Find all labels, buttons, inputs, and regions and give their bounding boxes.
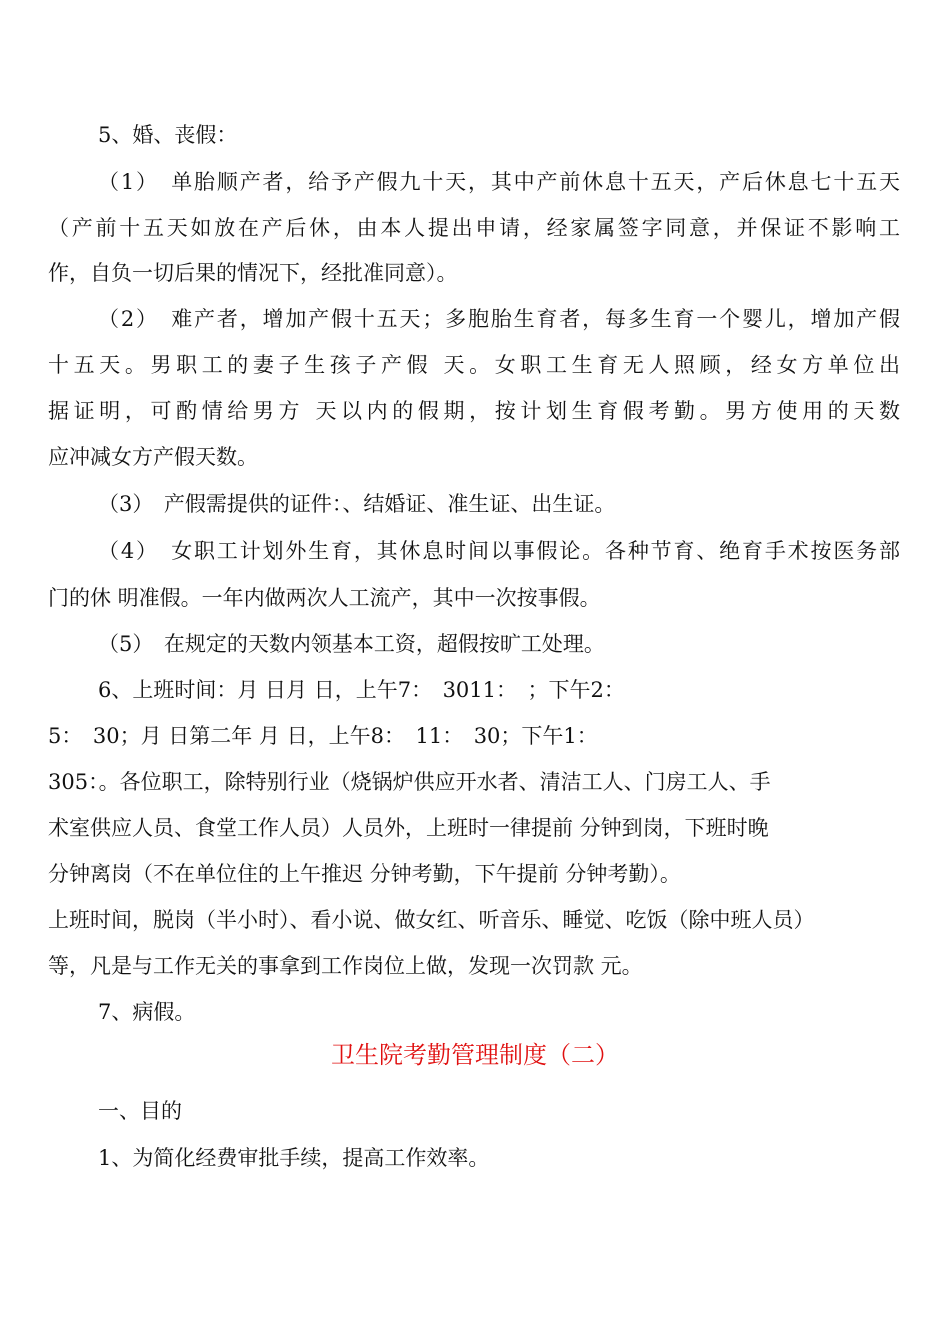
item2-line2: 十五天。男职工的妻子生孩子产假 天。女职工生育无人照顾，经女方单位出 [48, 353, 900, 377]
item2-line3: 据证明，可酌情给男方 天以内的假期，按计划生育假考勤。男方使用的天数 [48, 399, 900, 423]
item1-line3: 作，自负一切后果的情况下，经批准同意）。 [48, 261, 458, 285]
section7-heading: 7、病假。 [98, 1000, 196, 1024]
item2-line4: 应冲减女方产假天数。 [48, 445, 258, 469]
section6-line3: 305：。各位职工，除特别行业（烧锅炉供应开水者、清洁工人、门房工人、手 [48, 770, 771, 794]
section6-line4: 术室供应人员、食堂工作人员）人员外，上班时一律提前 分钟到岗，下班时晚 [48, 816, 769, 840]
section6-line5: 分钟离岗（不在单位住的上午推迟 分钟考勤，下午提前 分钟考勤）。 [48, 862, 681, 886]
section6-line2: 5： 30；月 日第二年 月 日，上午8： 11： 30；下午1： [48, 724, 598, 748]
item4-line1: （4） 女职工计划外生育，其休息时间以事假论。各种节育、绝育手术按医务部 [98, 539, 900, 563]
item3-line1: （3） 产假需提供的证件：、结婚证、准生证、出生证。 [98, 492, 616, 516]
item2-line1: （2） 难产者，增加产假十五天；多胞胎生育者，每多生育一个婴儿，增加产假 [98, 307, 900, 331]
part2-title: 卫生院考勤管理制度（二） [331, 1041, 619, 1069]
part2-heading1: 一、目的 [98, 1099, 182, 1123]
section6-line1: 6、上班时间：月 日月 日，上午7： 3011： ；下午2： [98, 678, 625, 702]
part2-item1: 1、为简化经费审批手续，提高工作效率。 [98, 1146, 490, 1170]
item5-line1: （5） 在规定的天数内领基本工资，超假按旷工处理。 [98, 632, 605, 656]
section6-line7: 等，凡是与工作无关的事拿到工作岗位上做，发现一次罚款 元。 [48, 954, 643, 978]
item1-line1: （1） 单胎顺产者，给予产假九十天，其中产前休息十五天，产后休息七十五天 [98, 170, 900, 194]
section5-heading: 5、婚、丧假： [98, 123, 238, 147]
item4-line2: 门的休 明准假。一年内做两次人工流产，其中一次按事假。 [48, 586, 601, 610]
item1-line2: （产前十五天如放在产后休，由本人提出申请，经家属签字同意，并保证不影响工 [48, 216, 900, 240]
section6-line6: 上班时间，脱岗（半小时）、看小说、做女红、听音乐、睡觉、吃饭（除中班人员） [48, 908, 815, 932]
